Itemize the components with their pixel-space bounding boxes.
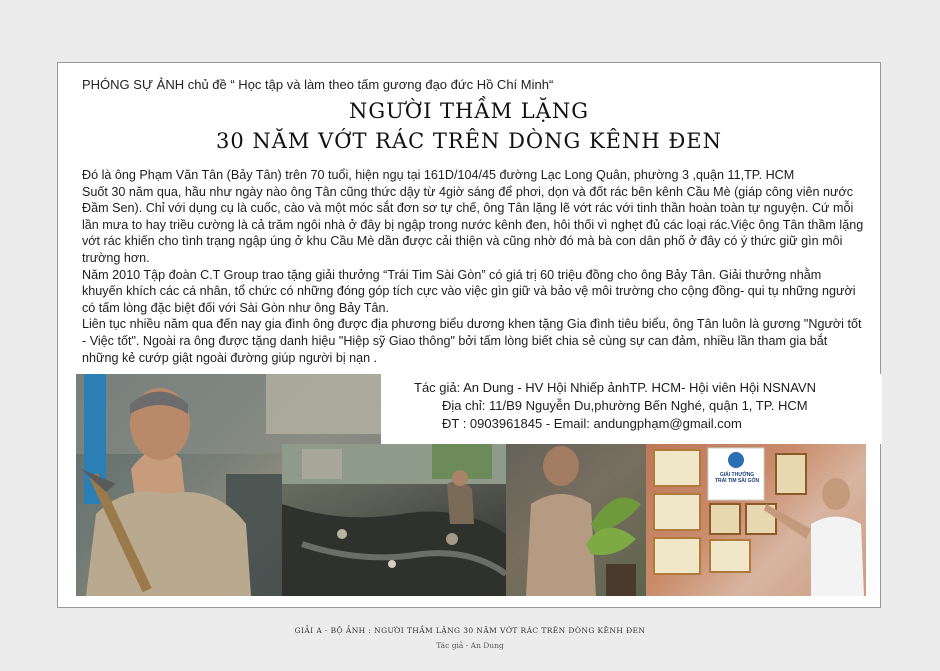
award-illustration xyxy=(646,444,866,596)
author-contact: ĐT : 0903961845 - Email: andungphạm@gmail.com xyxy=(442,416,742,431)
award-sign xyxy=(710,472,764,484)
story-body xyxy=(82,167,864,366)
title-line-2: 30 NĂM VỚT RÁC TRÊN DÒNG KÊNH ĐEN xyxy=(215,129,722,153)
footer-caption: GIẢI A - BỘ ẢNH : NGƯỜI THẦM LẶNG 30 NĂM VỚT RÁC TRÊN DÒNG KÊNH ĐEN xyxy=(294,626,646,635)
paragraph-intro: Đó là ông Phạm Văn Tân (Bảy Tân) trên 70 tuổi, hiện ngụ tại 161D/104/45 đường Lạc Long Quân, phường 3 ,quận 11,TP. HCM xyxy=(82,168,795,182)
paragraph-work: Suốt 30 năm qua, hầu như ngày nào ông Tân cũng thức dậy từ 4giờ sáng để phơi, dọn và đốt rác bên kênh Cầu Mè (giáp công viên nước Đầm Sen). Chỉ với dụng cụ là cuốc, cào và một móc sắt đơn sơ tự chế, ông Tân lặng lẽ vớt rác với tinh thần hoàn toàn tự nguyện. Cứ mỗi lần mưa to hay triều cường là cả trăm ngôi nhà ở đây bị ngập trong nước kênh đen, hôi thối vì nghẹt đủ các loại rác.Việc ông Tân thầm lặng vớt rác khiến cho tình trạng ngập úng ở khu Cầu Mè dần được cải thiện và cũng nhờ đó mà bà con dân phố ở đây có ý thức giữ gìn môi trường hơn. xyxy=(82,184,864,265)
award-sign-line2: TRÁI TIM SÀI GÒN xyxy=(714,478,760,484)
author-address: Địa chỉ: 11/B9 Nguyễn Du,phường Bến Nghé, quận 1, TP. HCM xyxy=(442,398,808,413)
photo-award xyxy=(646,444,866,596)
paragraph-honors: Liên tục nhiều năm qua đến nay gia đình ông được địa phương biểu dương khen tặng Gia đình tiêu biểu, ông Tân luôn là gương "Người tốt - Việc tốt". Ngoài ra ông được tặng danh hiệu "Hiệp sỹ Giao thông" bởi tấm lòng biết chia sẻ cùng sự can đảm, nhiều lần tham gia bắt những kẻ cướp giật ngoài đường giúp người bị nạn . xyxy=(82,317,862,365)
footer-author: Tác giả - An Dung xyxy=(436,641,504,650)
photo-plants xyxy=(506,444,646,596)
photo-story-panel xyxy=(57,62,881,608)
title-line-1: NGƯỜI THẦM LẶNG xyxy=(349,99,589,123)
author-info xyxy=(414,379,816,433)
photo-canal xyxy=(282,444,506,596)
canal-illustration xyxy=(282,444,506,596)
award-sign-line1: GIẢI THƯỞNG xyxy=(719,472,755,478)
paragraph-award: Năm 2010 Tập đoàn C.T Group trao tặng giải thưởng “Trái Tim Sài Gòn” có giá trị 60 triệu đồng cho ông Bảy Tân. Giải thưởng nhằm khuyến khích các cá nhân, tổ chức có những đóng góp tích cực vào việc gìn giữ và bảo vệ môi trường cho cộng đồng- qui tụ những người có tấm lòng đặc biệt đối với Sài Gòn như ông Bảy Tân. xyxy=(82,267,856,315)
author-name: Tác giả: An Dung - HV Hội Nhiếp ảnhTP. HCM- Hội viên Hội NSNAVN xyxy=(414,380,816,395)
plants-illustration xyxy=(506,444,646,596)
subject-line: PHÓNG SỰ ẢNH chủ đề “ Học tập và làm theo tấm gương đạo đức Hồ Chí Minh“ xyxy=(82,77,554,92)
